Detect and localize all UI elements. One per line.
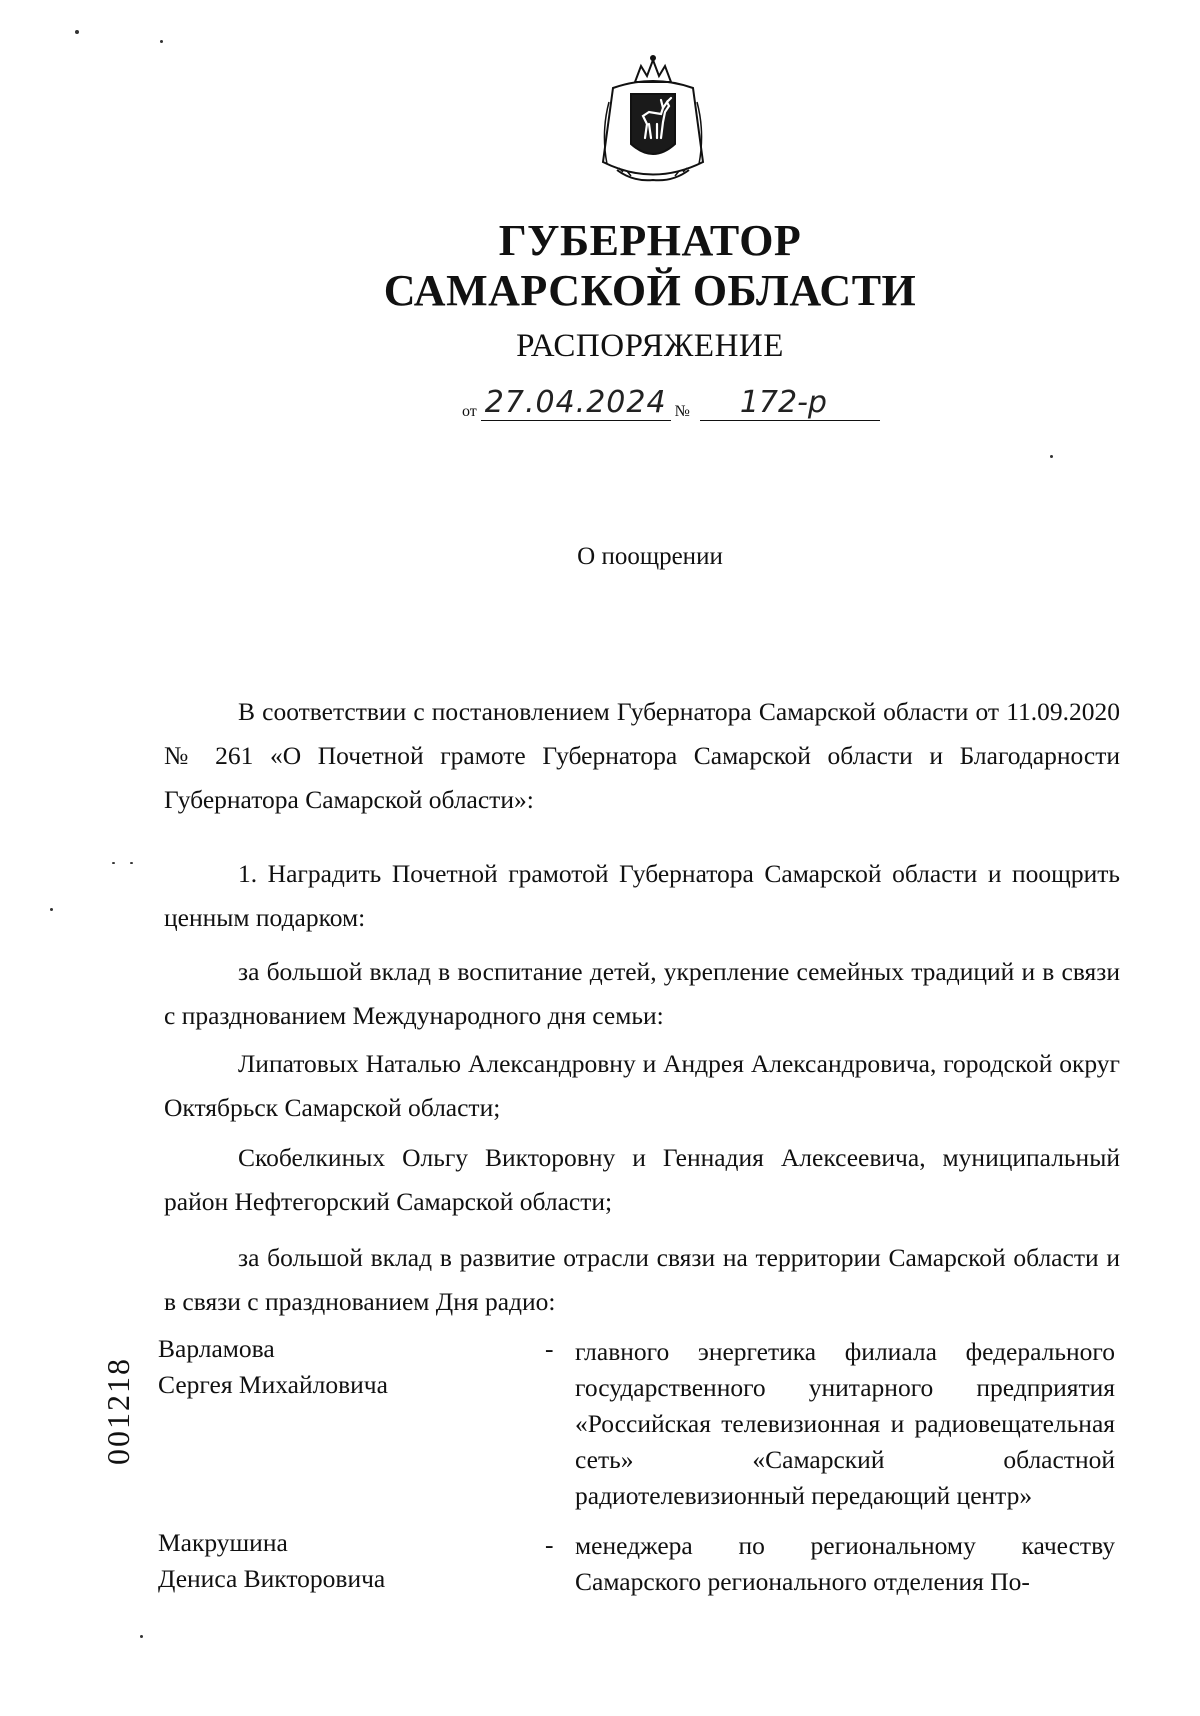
awardee-description: главного энергетика филиала федерального государственного унитарного предприятия «Российская телевизионная и радиовещательная сеть» «Самарский областной радиотелевизионный передающий центр» (575, 1337, 1115, 1510)
awardee-description: менеджера по региональному качеству Самарского регионального отделения По- (575, 1531, 1115, 1596)
scan-speck (112, 862, 115, 864)
awardee-given-names: Сергея Михайловича (158, 1370, 388, 1399)
document-date: 27.04.2024 (481, 385, 671, 421)
body-paragraph-4: Липатовых Наталью Александровну и Андрея Александровича, городской округ Октябрьск Самарской области; (164, 1049, 1120, 1122)
awardee-given-names: Дениса Викторовича (158, 1564, 386, 1593)
body-paragraph-5: Скобелкиных Ольгу Викторовну и Геннадия Алексеевича, муниципальный район Нефтегорский Самарской области; (164, 1143, 1120, 1216)
awardee-surname: Варламова (158, 1334, 275, 1363)
scan-speck (140, 1635, 143, 1638)
awardee-dash: - (545, 1334, 554, 1363)
body-paragraph-6: за большой вклад в развитие отрасли связи на территории Самарской области и в связи с празднованием Дня радио: (164, 1243, 1120, 1316)
awardee-dash: - (545, 1530, 554, 1559)
awardee-name (158, 1331, 518, 1403)
body-paragraph-3: за большой вклад в воспитание детей, укрепление семейных традиций и в связи с празднованием Международного дня семьи: (164, 957, 1120, 1030)
date-prefix: от (462, 403, 477, 420)
document-meta-line (462, 385, 880, 421)
body-paragraph-2: 1. Наградить Почетной грамотой Губернатора Самарской области и поощрить ценным подарком: (164, 859, 1120, 932)
scan-speck (75, 30, 79, 34)
document-number: 172-р (700, 385, 880, 421)
awardee-name (158, 1525, 518, 1597)
document-subject: О поощрении (577, 543, 723, 570)
scan-speck (1050, 455, 1053, 458)
document-title-line1: ГУБЕРНАТОР (498, 216, 802, 265)
serial-number-stamp: 001218 (100, 1357, 136, 1465)
number-prefix: № (674, 403, 690, 420)
scan-speck (130, 862, 133, 864)
scan-speck (50, 908, 53, 911)
coat-of-arms-emblem (583, 52, 723, 192)
awardee-surname: Макрушина (158, 1528, 288, 1557)
body-paragraph-1: В соответствии с постановлением Губернатора Самарской области от 11.09.2020 № 261 «О Почетной грамоте Губернатора Самарской области и Благодарности Губернатора Самарской области»: (164, 697, 1120, 814)
scan-speck (160, 40, 163, 43)
document-title-line2: САМАРСКОЙ ОБЛАСТИ (383, 266, 917, 315)
document-type: РАСПОРЯЖЕНИЕ (516, 328, 784, 364)
